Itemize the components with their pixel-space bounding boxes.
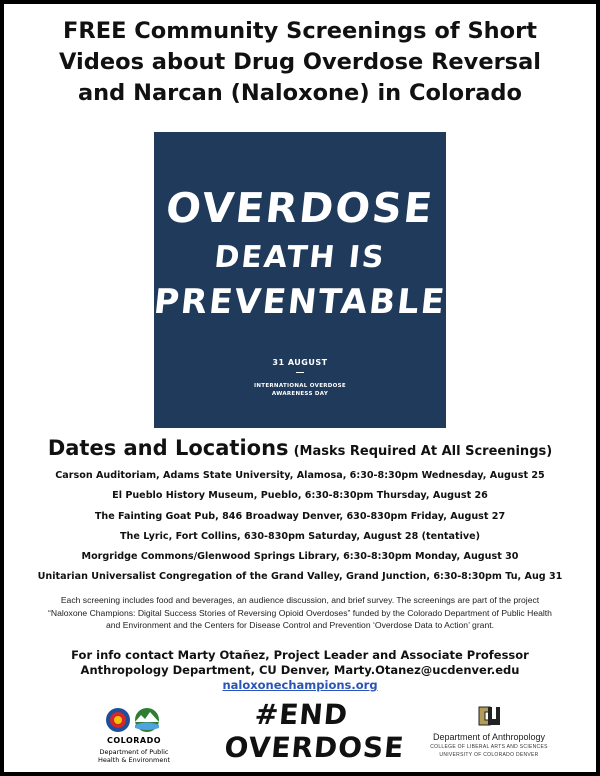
flyer-title — [4, 16, 596, 109]
dates-heading-sub: (Masks Required At All Screenings) — [293, 444, 553, 459]
locations-list — [4, 466, 596, 588]
location-item: El Pueblo History Museum, Pueblo, 6:30-8:30pm Thursday, August 26 — [112, 490, 488, 502]
overdose-awareness-poster — [151, 132, 464, 428]
poster-line-3: PREVENTABLE. — [151, 282, 464, 322]
end-overdose-hashtag — [223, 698, 406, 764]
colorado-name: COLORADO — [106, 736, 162, 745]
cu-dept-name: Department of Anthropology — [432, 732, 546, 742]
poster-date: 31 AUGUST — [272, 358, 328, 367]
title-line-1: FREE Community Screenings of Short — [63, 18, 537, 44]
poster-event-line-2: AWARENESS DAY — [271, 391, 329, 397]
location-item: Unitarian Universalist Congregation of the Grand Valley, Grand Junction, 6:30-8:30pm Tu, Aug 31 — [37, 571, 563, 583]
hashtag-line-2: OVERDOSE — [223, 731, 406, 764]
location-item: Morgridge Commons/Glenwood Springs Library, 6:30-8:30pm Monday, August 30 — [81, 551, 519, 563]
poster-event-line-1: INTERNATIONAL OVERDOSE — [254, 383, 346, 389]
poster-event — [154, 382, 446, 398]
poster-line-1: OVERDOSE — [163, 184, 437, 232]
colorado-cdphe-logo — [84, 700, 184, 772]
website-link[interactable]: naloxonechampions.org — [222, 678, 378, 692]
title-line-3: and Narcan (Naloxone) in Colorado — [77, 80, 522, 106]
poster-divider — [296, 372, 304, 373]
location-item: Carson Auditoriam, Adams State University, Alamosa, 6:30-8:30pm Wednesday, August 25 — [55, 470, 545, 481]
location-item: The Lyric, Fort Collins, 630-830pm Saturday, August 28 (tentative) — [119, 530, 481, 542]
hashtag-line-1: #END — [253, 698, 350, 731]
cu-denver-anthropology-logo — [424, 704, 554, 770]
colorado-dept — [84, 748, 184, 764]
colorado-dept-line-2: Health & Environment — [97, 756, 171, 764]
colorado-dept-line-1: Department of Public — [99, 748, 169, 756]
project-description — [4, 594, 596, 632]
contact-info — [4, 648, 596, 693]
description-line-3: and Environment and the Centers for Disease Control and Prevention ‘Overdose Data to Action’ grant. — [105, 620, 495, 630]
cu-college: COLLEGE OF LIBERAL ARTS AND SCIENCES — [430, 744, 548, 750]
poster-line-2: DEATH IS — [212, 240, 388, 275]
dates-heading-main: Dates and Locations — [47, 436, 289, 460]
description-line-2: “Naloxone Champions: Digital Success Stories of Reversing Opioid Overdoses” funded by the Colorado Department of Public Health — [48, 607, 552, 618]
colorado-flag-icon — [104, 706, 164, 734]
description-line-1: Each screening includes food and beverages, an audience discussion, and brief survey. The screenings are part of the project — [60, 595, 540, 605]
cu-university: UNIVERSITY OF COLORADO DENVER — [439, 752, 539, 758]
contact-line-2[interactable]: Anthropology Department, CU Denver, Marty.Otanez@ucdenver.edu — [80, 663, 520, 677]
contact-line-1: For info contact Marty Otañez, Project Leader and Associate Professor — [71, 648, 529, 662]
cu-monogram-icon — [476, 704, 502, 728]
flyer — [4, 4, 596, 772]
location-item: The Fainting Goat Pub, 846 Broadway Denver, 630-830pm Friday, August 27 — [94, 510, 506, 522]
title-line-2: Videos about Drug Overdose Reversal — [59, 49, 541, 75]
dates-heading — [4, 436, 596, 460]
